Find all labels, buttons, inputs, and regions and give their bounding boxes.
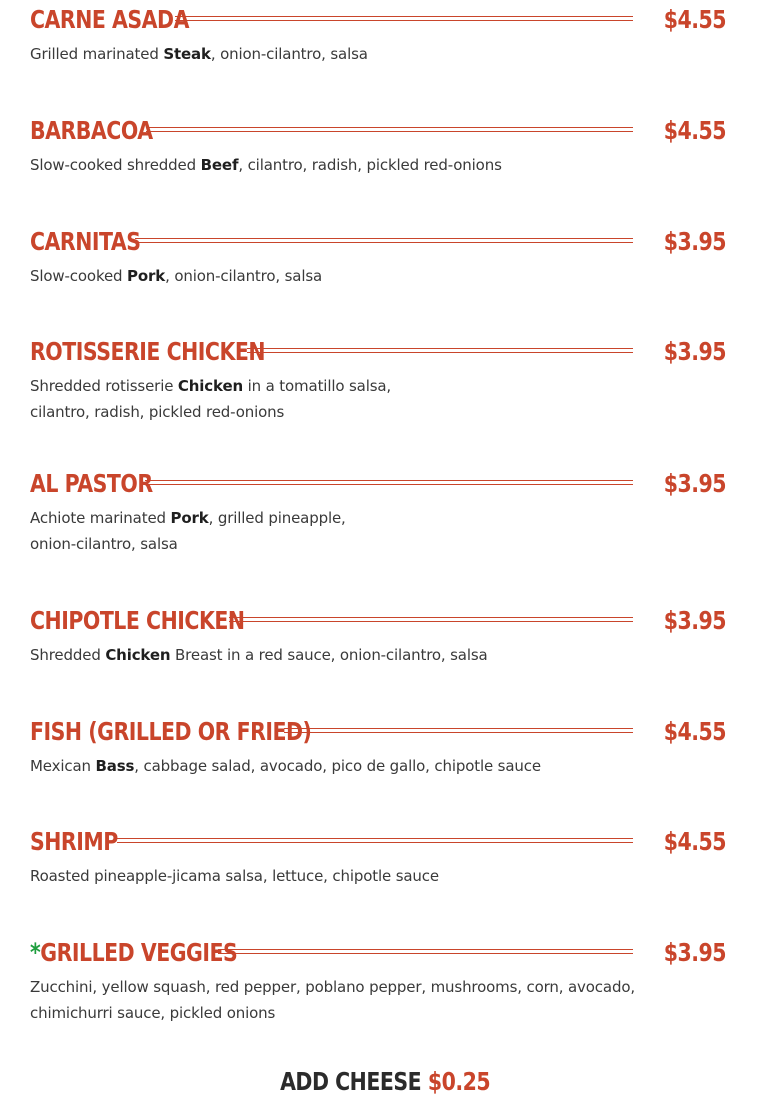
menu-item-name: SHRIMP	[30, 826, 118, 856]
desc-bold-ingredient: Steak	[163, 45, 211, 63]
menu-item-name: AL PASTOR	[30, 468, 153, 498]
menu-item-al-pastor	[30, 464, 726, 557]
menu-item-name: BARBACOA	[30, 115, 153, 145]
desc-bold-ingredient: Pork	[127, 267, 166, 285]
desc-text: Mexican	[30, 757, 96, 775]
menu-item-carne-asada	[30, 0, 726, 67]
menu-item-price: $3.95	[663, 937, 726, 967]
menu-item-description	[30, 505, 726, 557]
desc-text: , cilantro, radish, pickled red-onions	[238, 156, 502, 174]
menu-item-price: $3.95	[663, 605, 726, 635]
desc-text: in a tomatillo salsa,	[243, 377, 392, 395]
menu-item-price: $3.95	[663, 226, 726, 256]
menu-item-fish	[30, 712, 726, 779]
desc-text-line2: chimichurri sauce, pickled onions	[30, 1004, 276, 1022]
desc-text: Shredded	[30, 646, 106, 664]
desc-text: Slow-cooked	[30, 267, 128, 285]
desc-text: , onion-cilantro, salsa	[165, 267, 323, 285]
desc-text: Zucchini, yellow squash, red pepper, poblano pepper, mushrooms, corn, avocado,	[30, 978, 635, 996]
desc-text: , cabbage salad, avocado, pico de gallo, chipotle sauce	[134, 757, 541, 775]
dotted-rule	[175, 16, 633, 21]
menu-item-name	[30, 937, 238, 967]
desc-bold-ingredient: Bass	[95, 757, 135, 775]
menu-item-shrimp	[30, 822, 726, 889]
add-on-label: ADD CHEESE	[279, 1067, 422, 1096]
menu-item-title-row	[30, 464, 726, 502]
menu-item-price: $4.55	[663, 115, 726, 145]
menu-item-description	[30, 863, 726, 889]
dotted-rule	[229, 617, 633, 622]
dotted-rule	[117, 838, 633, 843]
menu-item-name: CARNITAS	[30, 226, 141, 256]
desc-text: Slow-cooked shredded	[30, 156, 201, 174]
menu-item-grilled-veggies	[30, 933, 726, 1026]
desc-text: Roasted pineapple-jicama salsa, lettuce, chipotle sauce	[30, 867, 439, 885]
desc-bold-ingredient: Pork	[170, 509, 209, 527]
dotted-rule	[145, 480, 633, 485]
dotted-rule	[247, 348, 633, 353]
menu-item-name: ROTISSERIE CHICKEN	[30, 336, 266, 366]
menu-item-price: $3.95	[663, 468, 726, 498]
menu-item-title-row	[30, 933, 726, 971]
menu-item-description	[30, 152, 726, 178]
menu-item-name: CHIPOTLE CHICKEN	[30, 605, 245, 635]
desc-bold-ingredient: Beef	[200, 156, 239, 174]
menu-item-description	[30, 642, 726, 668]
menu-item-price: $4.55	[663, 716, 726, 746]
desc-text: Grilled marinated	[30, 45, 164, 63]
add-on-price: $0.25	[427, 1067, 491, 1096]
menu-item-title-row	[30, 822, 726, 860]
menu-item-barbacoa	[30, 111, 726, 178]
dotted-rule	[146, 127, 633, 132]
menu-item-description	[30, 974, 726, 1026]
add-on-text	[280, 1067, 490, 1096]
desc-text: Breast in a red sauce, onion-cilantro, salsa	[170, 646, 488, 664]
desc-text: Shredded rotisserie	[30, 377, 178, 395]
add-cheese-line	[0, 1067, 770, 1105]
menu-item-description	[30, 753, 726, 779]
menu-item-description	[30, 263, 726, 289]
menu-item-title-row	[30, 712, 726, 750]
dotted-rule	[218, 949, 633, 954]
menu-item-name: FISH (GRILLED OR FRIED)	[30, 716, 312, 746]
menu-item-title-row	[30, 111, 726, 149]
menu-item-price: $3.95	[663, 336, 726, 366]
desc-text: Achiote marinated	[30, 509, 171, 527]
dotted-rule	[135, 238, 633, 243]
desc-text-line2: onion-cilantro, salsa	[30, 535, 178, 553]
menu-item-description	[30, 373, 726, 425]
desc-text-line2: cilantro, radish, pickled red-onions	[30, 403, 285, 421]
menu-item-price: $4.55	[663, 826, 726, 856]
menu-item-carnitas	[30, 222, 726, 289]
menu-item-name-text: GRILLED VEGGIES	[40, 937, 238, 967]
desc-bold-ingredient: Chicken	[105, 646, 171, 664]
menu-item-chipotle-chicken	[30, 601, 726, 668]
menu-item-title-row	[30, 222, 726, 260]
vegetarian-star: *	[30, 937, 41, 967]
menu-item-title-row	[30, 332, 726, 370]
menu-item-title-row	[30, 0, 726, 38]
desc-text: , onion-cilantro, salsa	[210, 45, 368, 63]
dotted-rule	[284, 728, 633, 733]
desc-text: , grilled pineapple,	[208, 509, 346, 527]
menu-item-rotisserie-chicken	[30, 332, 726, 425]
menu-item-title-row	[30, 601, 726, 639]
menu-item-name: CARNE ASADA	[30, 4, 189, 34]
menu-item-description	[30, 41, 726, 67]
menu-item-price: $4.55	[663, 4, 726, 34]
desc-bold-ingredient: Chicken	[177, 377, 244, 395]
